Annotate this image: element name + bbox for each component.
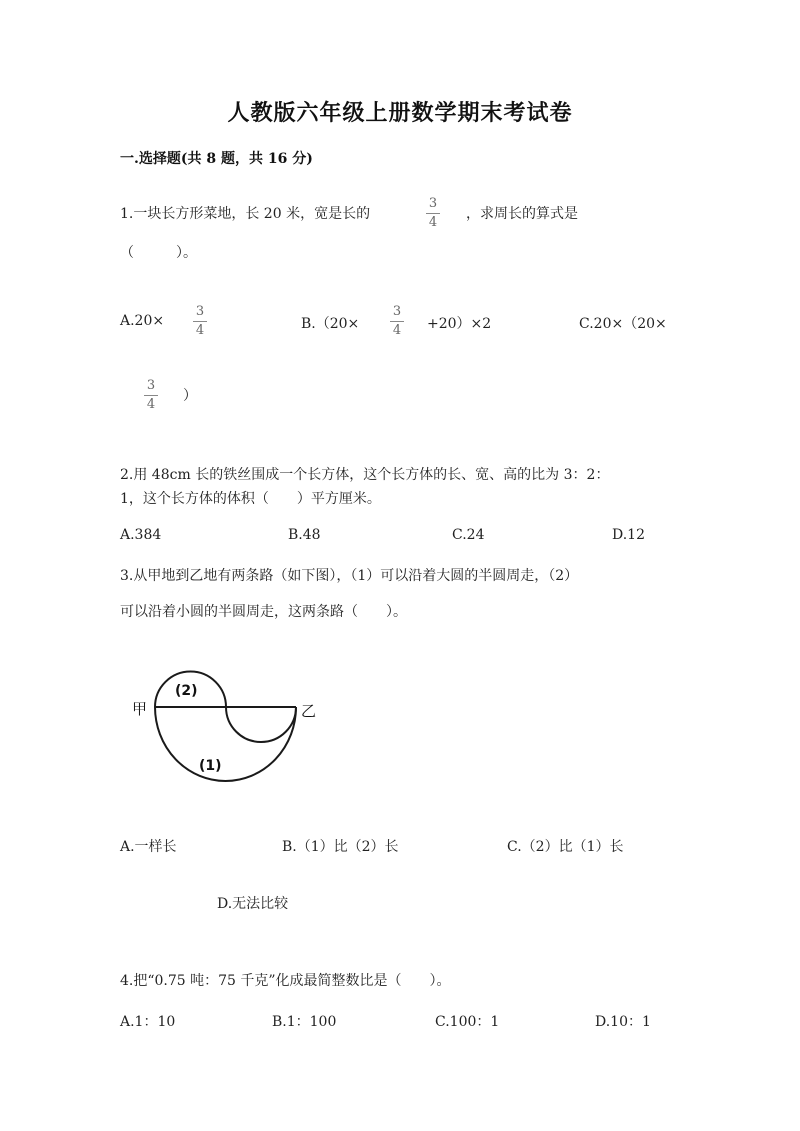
route-1-label: (1) <box>199 758 222 774</box>
fraction-numerator: 3 <box>195 304 205 319</box>
q2-option-d: D.12 <box>612 527 645 543</box>
q3-line2: 可以沿着小圆的半圆周走，这两条路（ ）。 <box>120 604 407 620</box>
fraction-numerator: 3 <box>392 304 402 319</box>
page-title: 人教版六年级上册数学期末考试卷 <box>227 100 573 126</box>
q3-option-b: B.（1）比（2）长 <box>282 839 399 855</box>
q1-option-a: A.20× <box>120 313 165 329</box>
q4-option-c: C.100：1 <box>435 1014 500 1030</box>
fraction-denominator: 4 <box>195 323 205 338</box>
q1-option-c-end: ） <box>183 388 197 404</box>
q3-option-a: A.一样长 <box>120 839 177 855</box>
fraction-numerator: 3 <box>146 378 156 393</box>
q1-option-c: C.20×（20× <box>579 316 667 332</box>
route-2-label: (2) <box>175 683 198 699</box>
fraction-bar <box>390 321 404 322</box>
q1-text-a: 1.一块长方形菜地，长 20 米，宽是长的 <box>120 206 371 222</box>
q3-line1: 3.从甲地到乙地有两条路（如下图），（1）可以沿着大圆的半圆周走，（2） <box>120 568 579 584</box>
q1-option-c-fraction <box>144 379 158 412</box>
section-heading: 一.选择题(共 8 题，共 16 分) <box>120 151 313 167</box>
q1-option-b-fraction <box>390 305 404 338</box>
q1-option-b-pre: B.（20× <box>301 316 360 332</box>
large-semicircle <box>155 707 296 781</box>
q1-option-b-post: +20）×2 <box>427 316 492 332</box>
fraction-denominator: 4 <box>146 397 156 412</box>
fraction-bar <box>144 395 158 396</box>
q4-option-d: D.10：1 <box>595 1014 651 1030</box>
q3-option-c: C.（2）比（1）长 <box>507 839 624 855</box>
fraction-denominator: 4 <box>428 215 438 230</box>
fraction-bar <box>426 213 440 214</box>
q2-line1: 2.用 48cm 长的铁丝围成一个长方体，这个长方体的长、宽、高的比为 3：2： <box>120 467 610 483</box>
fraction-numerator: 3 <box>428 196 438 211</box>
q4-option-a: A.1：10 <box>120 1014 176 1030</box>
q2-option-a: A.384 <box>120 527 162 543</box>
fraction-bar <box>193 321 207 322</box>
fraction-denominator: 4 <box>392 323 402 338</box>
q1-option-a-fraction <box>193 305 207 338</box>
q1-text-b: ，求周长的算式是 <box>466 206 578 222</box>
q3-option-d: D.无法比较 <box>217 896 289 912</box>
point-b-label: 乙 <box>301 702 317 720</box>
q1-fraction <box>426 197 440 230</box>
point-a-label: 甲 <box>132 700 148 718</box>
path-figure <box>120 655 340 795</box>
q4-option-b: B.1：100 <box>272 1014 337 1030</box>
q2-line2: 1，这个长方体的体积（ ）平方厘米。 <box>120 491 381 507</box>
q2-option-b: B.48 <box>288 527 321 543</box>
q4-text: 4.把“0.75 吨：75 千克”化成最简整数比是（ ）。 <box>120 973 451 989</box>
q2-option-c: C.24 <box>452 527 485 543</box>
q1-blank: （ ）。 <box>120 245 197 261</box>
small-semicircle-lower <box>226 707 296 742</box>
